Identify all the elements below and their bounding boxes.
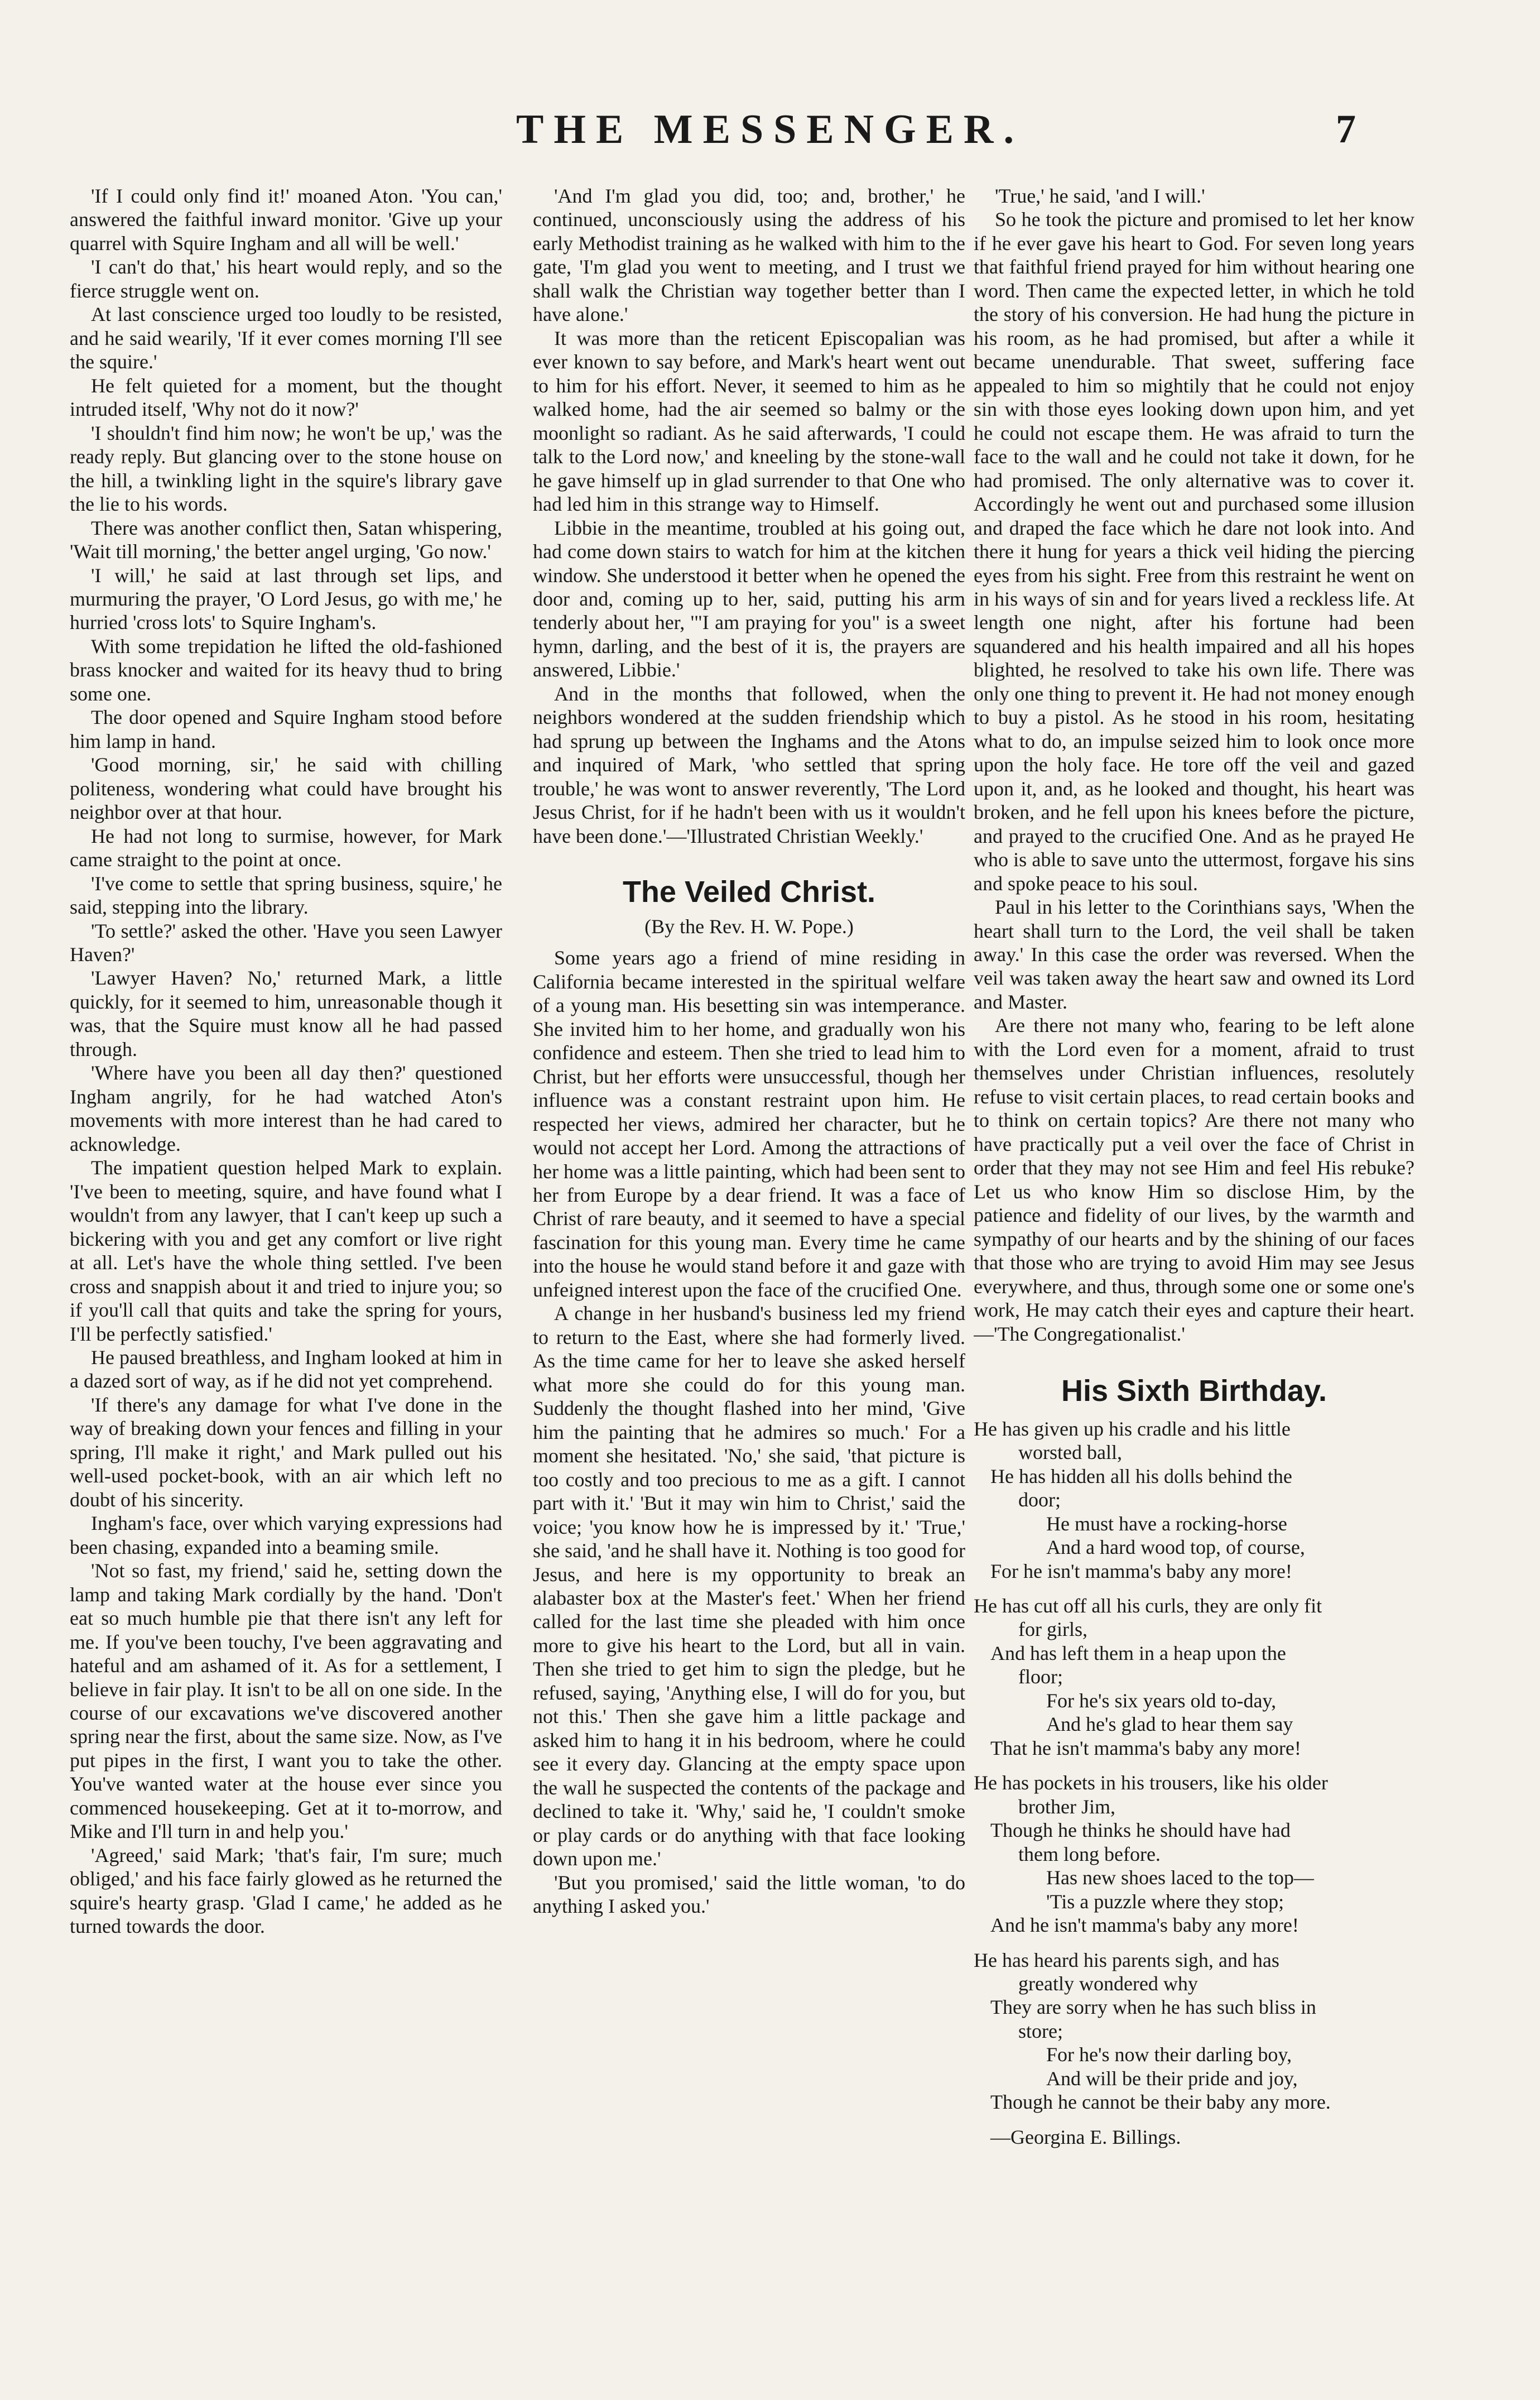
poem-title: His Sixth Birthday. [1061, 1374, 1327, 1408]
story-conclusion [533, 184, 965, 848]
poem-line: He has given up his cradle and his little [974, 1417, 1291, 1440]
paragraph: 'Agreed,' said Mark; 'that's fair, I'm sure; much obliged,' and his face fairly glowed as he returned the squire's hearty grasp. 'Glad I came,' he added as he turned towards the door. [70, 1844, 502, 1938]
paragraph: He felt quieted for a moment, but the thought intruded itself, 'Why not do it now?' [70, 374, 502, 421]
paragraph: So he took the picture and promised to let her know if he ever gave his heart to God. For seven long years that faithful friend prayed for him without hearing one word. Then came the expected letter, in which he told the story of his conversion. He had hung the picture in his room, as he had promised, but after a while it became unendurable. That sweet, suffering face appealed to him so mightily that he could not enjoy sin with those eyes looking down upon him, and yet he could not escape them. He was afraid to turn the face to the wall and he could not take it down, for he had promised. The only alternative was to cover it. Accordingly he went out and purchased some illusion and draped the face which he dare not look into. And there it hung for years a thick veil hiding the piercing eyes from his sight. Free from this restraint he went on in his ways of sin and for years lived a reckless life. At length one night, after his fortune had been squandered and his health impaired and all his hopes blighted, he resolved to take his own life. There was only one thing to prevent it. He had not money enough to buy a pistol. As he stood in his room, hesitating what to do, an impulse seized him to look once more upon the holy face. He tore off the veil and gazed upon it, and, as he looked and thought, his heart was broken, and he fell upon his knees before the picture, and prayed to the crucified One. And as he prayed He who is able to save unto the uttermost, forgave his sins and spoke peace to his soul. [974, 208, 1414, 895]
poem-line: floor; [1018, 1665, 1063, 1688]
paragraph: 'I've come to settle that spring business, squire,' he said, stepping into the library. [70, 872, 502, 919]
paragraph: 'I can't do that,' his heart would reply, and so the fierce struggle went on. [70, 256, 502, 302]
poem-line: He must have a rocking-horse [1046, 1512, 1287, 1535]
paragraph: At last conscience urged too loudly to be resisted, and he said wearily, 'If it ever comes morning I'll see the squire.' [70, 303, 502, 373]
poem-stanza [974, 1948, 1414, 2114]
paragraph: Ingham's face, over which varying expressions had been chasing, expanded into a beaming smile. [70, 1512, 502, 1558]
paragraph: 'I will,' he said at last through set lips, and murmuring the prayer, 'O Lord Jesus, go with me,' he hurried 'cross lots' to Squire Ingham's. [70, 564, 502, 634]
paragraph: 'Lawyer Haven? No,' returned Mark, a little quickly, for it seemed to him, unreasonable though it was, that the Squire must know all he had passed through. [70, 967, 502, 1060]
poem-line: For he's six years old to-day, [1046, 1689, 1277, 1712]
poem-line: They are sorry when he has such bliss in [990, 1996, 1316, 2019]
paragraph: 'I shouldn't find him now; he won't be up,' was the ready reply. But glancing over to the stone house on the hill, a twinkling light in the squire's library gave the lie to his words. [70, 421, 502, 516]
poem-line: He has hidden all his dolls behind the [990, 1465, 1292, 1487]
column-middle [533, 184, 965, 2383]
poem-line: Though he cannot be their baby any more. [990, 2091, 1331, 2114]
page-title: THE MESSENGER. [516, 107, 1024, 152]
paragraph: He had not long to surmise, however, for Mark came straight to the point at once. [70, 824, 502, 871]
paragraph: Some years ago a friend of mine residing in California became interested in the spiritual welfare of a young man. His besetting sin was intemperance. She invited him to her home, and gradually won his confidence and esteem. Then she tried to lead him to Christ, but her efforts were unsuccessful, though her influence was a constant restraint upon him. He respected her views, admired her character, but he would not accept her Lord. Among the attractions of her home was a little painting, which had been sent to her from Europe by a dear friend. It was a face of Christ of rare beauty, and it seemed to have a special fascination for this young man. Every time he came into the house he would stand before it and gaze with unfeigned interest upon the face of the crucified One. [533, 947, 965, 1301]
paragraph: 'Not so fast, my friend,' said he, setting down the lamp and taking Mark cordially by the hand. 'Don't eat so much humble pie that there isn't any left for me. If you've been touchy, I've been aggravating and hateful and am ashamed of it. As for a settlement, I believe in fair play. It isn't to be all on one side. In the course of our excavations we've discovered another spring near the first, about the same size. Now, as I've put pipes in the first, I want you to take the other. You've wanted water at the house ever since you commenced housekeeping. Get at it to-morrow, and Mike and I'll turn in and help you.' [70, 1559, 502, 1843]
poem-line: And has left them in a heap upon the [990, 1641, 1286, 1664]
poem-line: And will be their pride and joy, [1046, 2067, 1298, 2090]
paragraph: 'But you promised,' said the little woman, 'to do anything I asked you.' [533, 1871, 965, 1918]
paragraph: He paused breathless, and Ingham looked at him in a dazed sort of way, as if he did not yet comprehend. [70, 1346, 502, 1393]
poem-line: He has pockets in his trousers, like his older [974, 1772, 1328, 1794]
paragraph: 'If I could only find it!' moaned Aton. 'You can,' answered the faithful inward monitor. 'Give up your quarrel with Squire Ingham and all will be well.' [70, 185, 502, 255]
article-byline: (By the Rev. H. W. Pope.) [644, 915, 854, 938]
poem-line: He has cut off all his curls, they are only fit [974, 1594, 1322, 1617]
paragraph: The door opened and Squire Ingham stood before him lamp in hand. [70, 706, 502, 752]
article-body-continued [974, 184, 1414, 1346]
poem-author: —Georgina E. Billings. [990, 2125, 1181, 2148]
poem-line: them long before. [1018, 1842, 1161, 1865]
poem-line: for girls, [1018, 1618, 1087, 1641]
paragraph: It was more than the reticent Episcopalian was ever known to say before, and Mark's heart went out to him for his effort. Never, it seemed to him as he walked home, had the air seemed so balmy or the moonlight so radiant. As he said afterwards, 'I could talk to the Lord now,' and kneeling by the stone-wall he gave himself up in glad surrender to that One who had led him in this strange way to Himself. [533, 327, 965, 516]
paragraph: 'True,' he said, 'and I will.' [995, 185, 1205, 207]
article-title: The Veiled Christ. [622, 875, 876, 909]
paragraph: 'To settle?' asked the other. 'Have you seen Lawyer Haven?' [70, 919, 502, 966]
paragraph: The impatient question helped Mark to explain. 'I've been to meeting, squire, and have found what I wouldn't from any lawyer, that I can't keep up such a bickering with you and get any comfort or live right at all. Let's have the whole thing settled. I've been cross and snappish about it and tried to injure you; so if you'll call that quits and take the spring for yours, I'll be perfectly satisfied.' [70, 1156, 502, 1345]
poem-line: brother Jim, [1018, 1795, 1115, 1818]
poem-line: And a hard wood top, of course, [1046, 1536, 1305, 1559]
paragraph: And in the months that followed, when the neighbors wondered at the sudden friendship which had sprung up between the Inghams and the Atons and inquired of Mark, 'who settled that spring trouble,' he was wont to answer reverently, 'The Lord Jesus Christ, for if he hadn't been with us it wouldn't have been done.'—'Illustrated Christian Weekly.' [533, 682, 965, 847]
masthead [0, 106, 1540, 167]
paragraph: 'And I'm glad you did, too; and, brother,' he continued, unconsciously using the address of his early Methodist training as he walked with him to the gate, 'I'm glad you went to meeting, and I trust we shall walk the Christian way together better than I have alone.' [533, 185, 965, 326]
paragraph: Are there not many who, fearing to be left alone with the Lord even for a moment, afraid to trust themselves under Christian influences, resolutely refuse to visit certain places, to read certain books and to think on certain topics? Are there not many who have practically put a veil over the face of Christ in order that they may not see Him and feel His rebuke? Let us who know Him so disclose Him, by the patience and fidelity of our lives, by the warmth and sympathy of our hearts and by the shining of our faces that those who are trying to avoid Him may see Jesus everywhere, and thus, through some one or some one's work, He may catch their eyes and capture their heart.—'The Congregationalist.' [974, 1014, 1414, 1345]
paragraph: Paul in his letter to the Corinthians says, 'When the heart shall turn to the Lord, the veil shall be taken away.' In this case the order was reversed. When the veil was taken away the heart saw and owned its Lord and Master. [974, 896, 1414, 1013]
poem-line: greatly wondered why [1018, 1972, 1198, 1995]
paragraph: A change in her husband's business led my friend to return to the East, where she had formerly lived. As the time came for her to leave she asked herself what more she could do for this young man. Suddenly the thought flashed into her mind, 'Give him the painting that he admires so much.' For a moment she hesitated. 'No,' she said, 'that picture is too costly and too precious to me as a gift. I cannot part with it.' 'But it may win him to Christ,' said the voice; 'you know how he is impressed by it.' 'True,' she said, 'and he shall have it. Nothing is too good for Jesus, and here is my opportunity to break an alabaster box at the Master's feet.' When her friend called for the last time she pleaded with him once more to give his heart to the Lord, but all in vain. Then she tried to get him to sign the pledge, but he refused, saying, 'Anything else, I will do for you, but not this.' Then she gave him a little package and asked him to hang it in his bedroom, where he could see it every day. Glancing at the empty space upon the wall he suspected the contents of the package and declined to take it. 'Why,' said he, 'I couldn't smoke or play cards or do anything with that face looking down upon me.' [533, 1302, 965, 1870]
poem-line: That he isn't mamma's baby any more! [990, 1736, 1301, 1759]
poem-line: worsted ball, [1018, 1441, 1122, 1464]
column-left [70, 184, 502, 2383]
poem-line: He has heard his parents sigh, and has [974, 1948, 1279, 1971]
poem-line: For he's now their darling boy, [1046, 2043, 1292, 2066]
poem-body [974, 1417, 1414, 2114]
poem-line: store; [1018, 2019, 1063, 2042]
page-number: 7 [1336, 107, 1356, 151]
poem-line: 'Tis a puzzle where they stop; [1046, 1890, 1284, 1913]
poem-line: Has new shoes laced to the top— [1046, 1866, 1314, 1889]
paragraph: 'Good morning, sir,' he said with chilling politeness, wondering what could have brought his neighbor over at that hour. [70, 753, 502, 824]
poem-line: Though he thinks he should have had [990, 1819, 1291, 1842]
poem-stanza [974, 1417, 1414, 1583]
poem-line: door; [1018, 1489, 1061, 1511]
poem-stanza [974, 1594, 1414, 1760]
paragraph: Libbie in the meantime, troubled at his going out, had come down stairs to watch for him at the kitchen window. She understood it better when he opened the door and, coming up to her, said, putting his arm tenderly about her, '"I am praying for you" is a sweet hymn, darling, and the best of it is, the prayers are answered, Libbie.' [533, 516, 965, 681]
paragraph: 'Where have you been all day then?' questioned Ingham angrily, for he had watched Aton's movements with more interest than he had cared to acknowledge. [70, 1062, 502, 1155]
column-right [974, 184, 1414, 2383]
poem-line: And he isn't mamma's baby any more! [990, 1914, 1299, 1937]
poem-line: For he isn't mamma's baby any more! [990, 1559, 1292, 1582]
poem-stanza [974, 1771, 1414, 1937]
paragraph: With some trepidation he lifted the old-fashioned brass knocker and waited for its heavy thud to bring some one. [70, 635, 502, 705]
paragraph: 'If there's any damage for what I've done in the way of breaking down your fences and filling in your spring, I'll make it right,' and Mark pulled out his well-used pocket-book, with an air which left no doubt of his sincerity. [70, 1393, 502, 1511]
paragraph: There was another conflict then, Satan whispering, 'Wait till morning,' the better angel urging, 'Go now.' [70, 516, 502, 563]
poem-line: And he's glad to hear them say [1046, 1713, 1293, 1736]
article-body [533, 946, 965, 1918]
